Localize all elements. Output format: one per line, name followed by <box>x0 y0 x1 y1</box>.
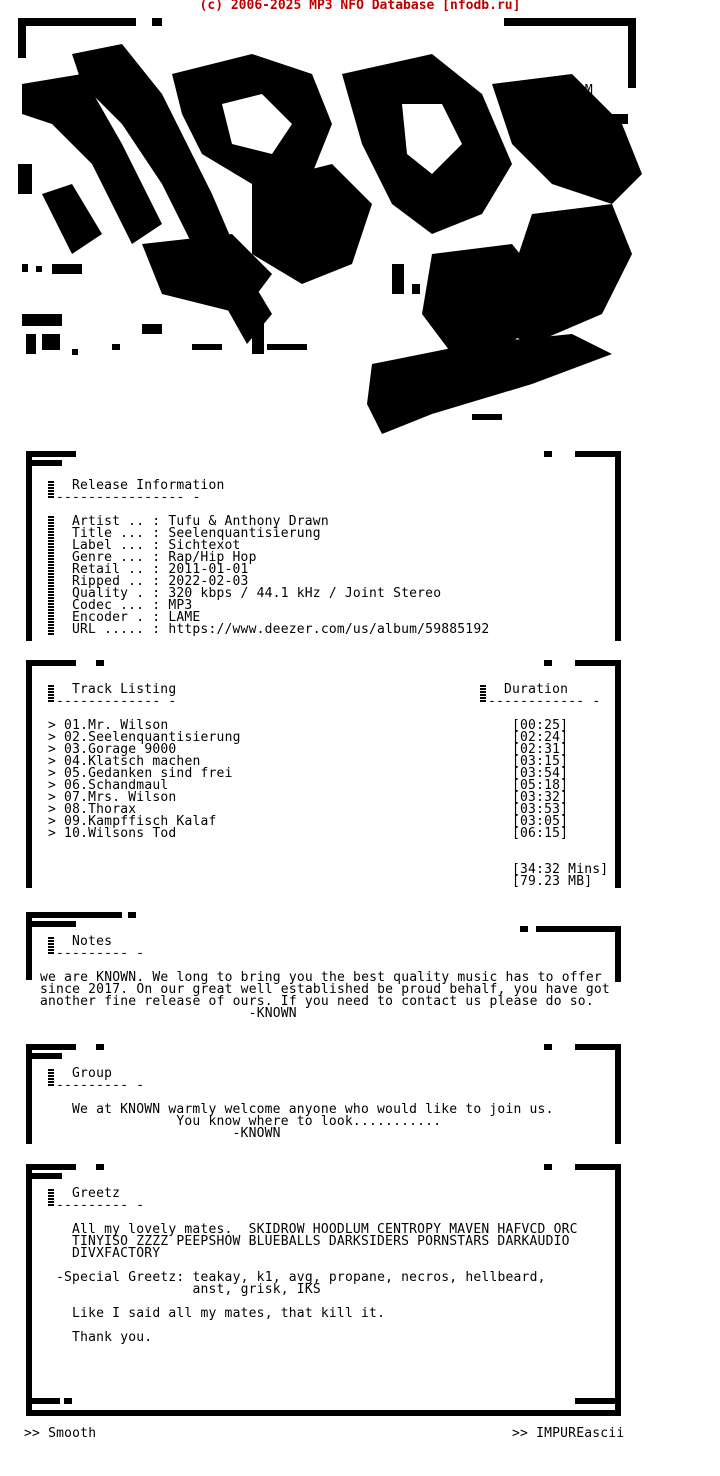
track-name: > 03.Gorage 9000 <box>48 742 177 757</box>
greetz-line: TINYISO ZZZZ PEEPSHOW BLUEBALLS DARKSIDERS PORNSTARS DARKAUDIO <box>72 1234 570 1249</box>
notes-line: we are KNOWN. We long to bring you the best quality music has to offer <box>40 970 602 985</box>
release-row: Genre ... : Rap/Hip Hop <box>72 550 257 565</box>
greetz-thanks: Thank you. <box>56 1330 153 1345</box>
greetz-special: -Special Greetz: teakay, k1, avg, propane, necros, hellbeard, <box>56 1270 546 1285</box>
release-row: Retail .. : 2011-01-01 <box>72 562 249 577</box>
group-line: You know where to look........... <box>72 1114 442 1129</box>
footer-left: >> Smooth <box>24 1426 97 1441</box>
track-name: > 10.Wilsons Tod <box>48 826 177 841</box>
track-time: [05:18] <box>512 778 569 793</box>
track-name: > 07.Mrs. Wilson <box>48 790 177 805</box>
notes-line: since 2017. On our great well established be proud behalf, you have got <box>40 982 610 997</box>
track-name: > 06.Schandmaul <box>48 778 169 793</box>
track-name: > 04.Klatsch machen <box>48 754 201 769</box>
track-name: > 02.Seelenquantisierung <box>48 730 241 745</box>
release-row: Codec ... : MP3 <box>72 598 193 613</box>
release-row: Label ... : Sichtexot <box>72 538 241 553</box>
track-time: [03:53] <box>512 802 569 817</box>
track-name: > 05.Gedanken sind frei <box>48 766 233 781</box>
notes-rule: --------- - <box>56 946 145 961</box>
group-rule: --------- - <box>56 1078 145 1093</box>
tracklist-title: Track Listing <box>72 682 177 697</box>
release-title: Release Information <box>72 478 225 493</box>
track-time: [03:05] <box>512 814 569 829</box>
greetz-rule: --------- - <box>56 1198 145 1213</box>
track-time: [02:24] <box>512 730 569 745</box>
duration-rule: ------------ - <box>488 694 601 709</box>
release-rule: ---------------- - <box>56 490 201 505</box>
ascii-logo <box>12 14 642 444</box>
group-title: Group <box>72 1066 113 1081</box>
track-time: [02:31] <box>512 742 569 757</box>
release-row: Quality . : 320 kbps / 44.1 kHz / Joint Stereo <box>72 586 442 601</box>
total-size: [79.23 MB] <box>512 874 593 889</box>
track-time: [06:15] <box>512 826 569 841</box>
track-time: [00:25] <box>512 718 569 733</box>
logo-tag: sM <box>577 83 593 98</box>
notes-title: Notes <box>72 934 113 949</box>
greetz-line: DIVXFACTORY <box>72 1246 161 1261</box>
greetz-line: All my lovely mates. SKIDROW HOODLUM CENTROPY MAVEN HAFVCD ORC <box>72 1222 578 1237</box>
notes-line: another fine release of ours. If you need to contact us please do so. <box>40 994 594 1009</box>
duration-title: Duration <box>504 682 569 697</box>
tracklist-rule: ------------- - <box>56 694 177 709</box>
group-line: We at KNOWN warmly welcome anyone who would like to join us. <box>72 1102 554 1117</box>
track-name: > 01.Mr. Wilson <box>48 718 169 733</box>
notes-signature: -KNOWN <box>48 1006 297 1021</box>
track-name: > 08.Thorax <box>48 802 137 817</box>
track-name: > 09.Kampffisch Kalaf <box>48 814 217 829</box>
greetz-title: Greetz <box>72 1186 121 1201</box>
track-time: [03:15] <box>512 754 569 769</box>
release-row: Artist .. : Tufu & Anthony Drawn <box>72 514 329 529</box>
greetz-special-cont: anst, grisk, IKS <box>56 1282 321 1297</box>
release-row: Title ... : Seelenquantisierung <box>72 526 321 541</box>
site-header: (c) 2006-2025 MP3 NFO Database [nfodb.ru] <box>199 0 521 13</box>
group-signature: -KNOWN <box>72 1126 281 1141</box>
release-row: Encoder . : LAME <box>72 610 201 625</box>
release-row: Ripped .. : 2022-02-03 <box>72 574 249 589</box>
track-time: [03:54] <box>512 766 569 781</box>
release-url: URL ..... : https://www.deezer.com/us/album/59885192 <box>72 622 490 637</box>
footer-right: >> IMPUREascii <box>512 1426 625 1441</box>
greetz-line: Like I said all my mates, that kill it. <box>56 1306 386 1321</box>
total-time: [34:32 Mins] <box>512 862 609 877</box>
track-time: [03:32] <box>512 790 569 805</box>
